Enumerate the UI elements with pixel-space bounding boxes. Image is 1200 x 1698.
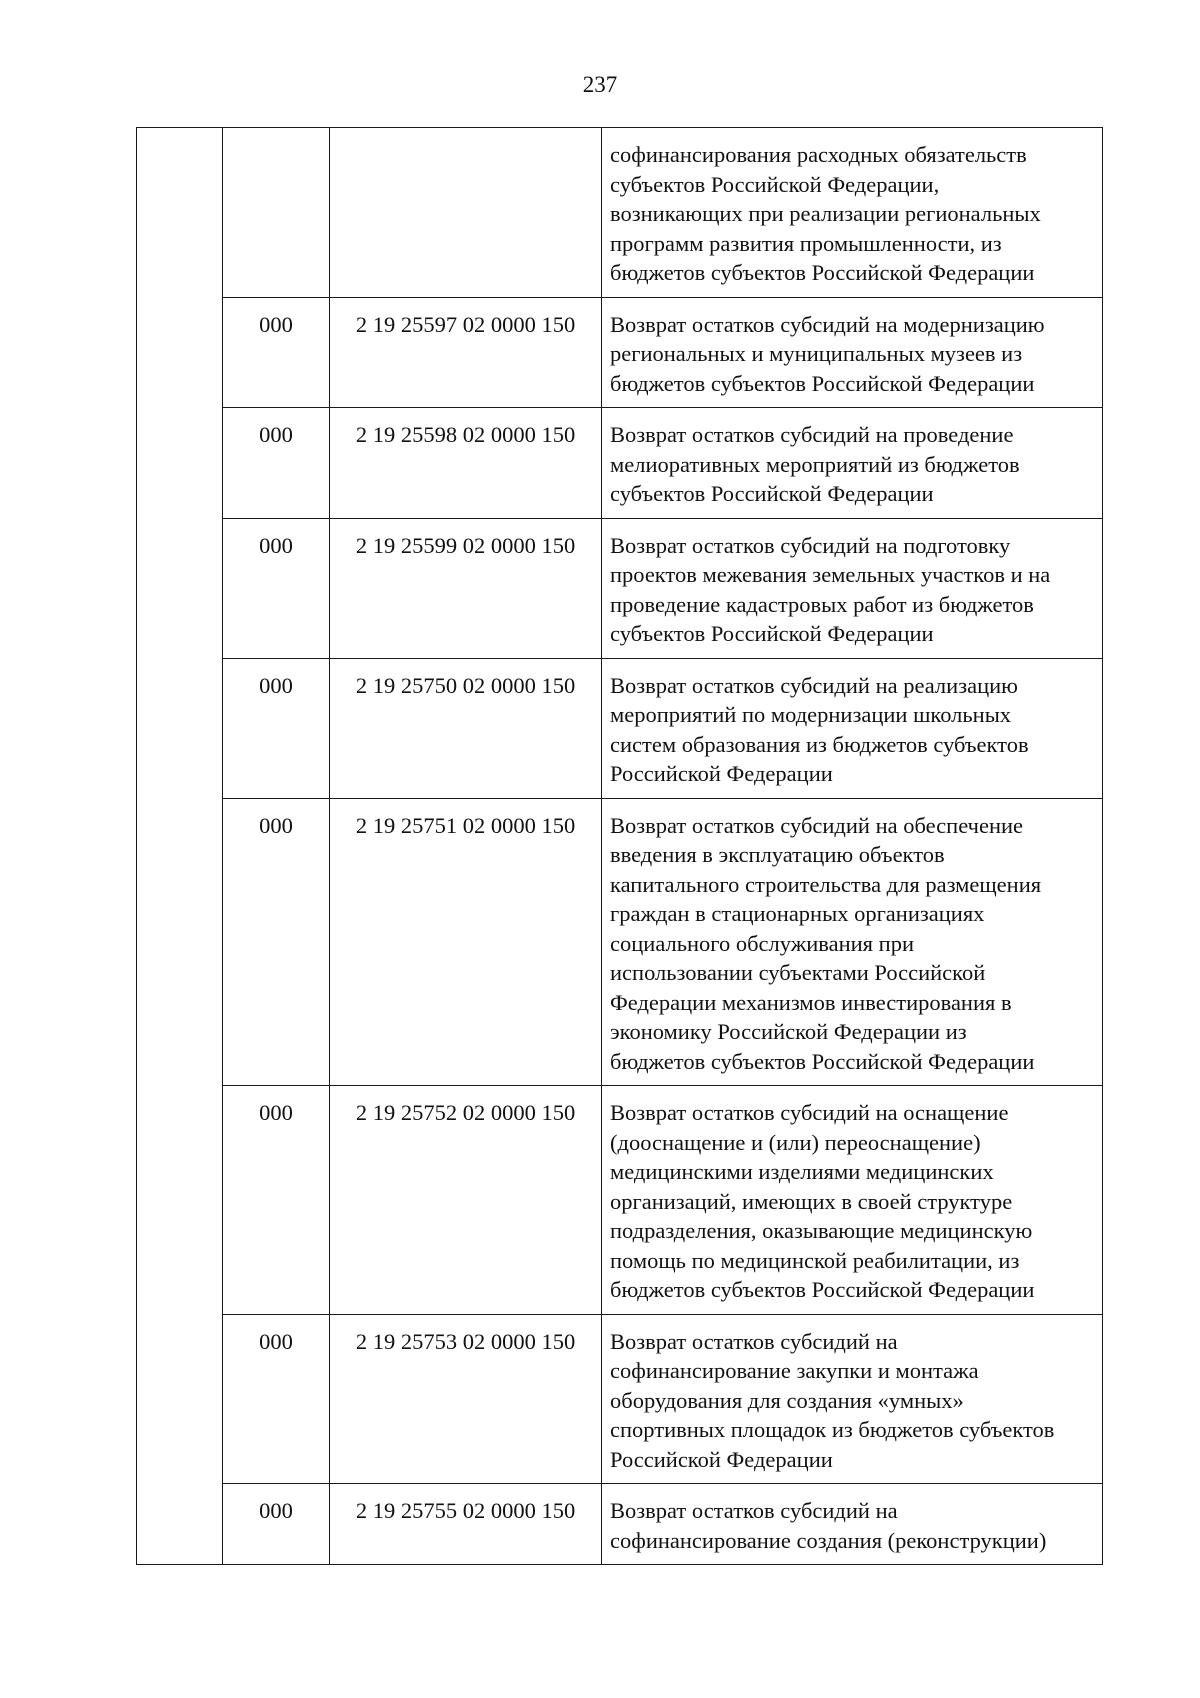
description-cell bbox=[602, 658, 1103, 798]
description-line: организаций, имеющих в своей структуре bbox=[610, 1188, 1013, 1214]
description-line: оборудования для создания «умных» bbox=[610, 1387, 964, 1413]
description-line: бюджетов субъектов Российской Федерации bbox=[610, 1277, 1035, 1302]
budget-code-cell: 2 19 25753 02 0000 150 bbox=[330, 1314, 602, 1484]
budget-code-cell: 2 19 25755 02 0000 150 bbox=[330, 1484, 602, 1565]
description-cell bbox=[602, 128, 1103, 298]
budget-code-table bbox=[136, 127, 1103, 1565]
description-line: бюджетов субъектов Российской Федерации bbox=[610, 260, 1035, 285]
description-line: мелиоративных мероприятий из бюджетов bbox=[610, 451, 1020, 477]
table-row bbox=[137, 1086, 1103, 1315]
description-line: мероприятий по модернизации школьных bbox=[610, 702, 1012, 727]
description-line: проведение кадастровых работ из бюджетов bbox=[610, 591, 1034, 617]
budget-code-cell: 2 19 25598 02 0000 150 bbox=[330, 408, 602, 519]
description-line: Федерации механизмов инвестирования в bbox=[610, 989, 1012, 1015]
description-line: капитального строительства для размещения bbox=[610, 871, 1042, 897]
description-line: подразделения, оказывающие медицинскую bbox=[610, 1218, 1033, 1243]
description-line: региональных и муниципальных музеев из bbox=[610, 341, 1023, 366]
table-row bbox=[137, 798, 1103, 1086]
page-number: 237 bbox=[582, 72, 618, 97]
description-line: Возврат остатков субсидий на обеспечение bbox=[610, 812, 1024, 838]
description-line: программ развития промышленности, из bbox=[610, 230, 1002, 256]
description-line: Российской Федерации bbox=[610, 761, 833, 786]
description-line: проектов межевания земельных участков и на bbox=[610, 562, 1051, 587]
table-row bbox=[137, 1484, 1103, 1565]
admin-code-cell: 000 bbox=[223, 1484, 330, 1565]
admin-code-cell: 000 bbox=[223, 408, 330, 519]
table-row-continuation bbox=[137, 128, 1103, 298]
description-line: социального обслуживания при bbox=[610, 930, 914, 956]
description-cell bbox=[602, 1086, 1103, 1315]
table-body bbox=[137, 128, 1103, 1565]
description-line: граждан в стационарных организациях bbox=[610, 901, 985, 926]
description-line: Возврат остатков субсидий на модернизацию bbox=[610, 311, 1045, 337]
description-line: Российской Федерации bbox=[610, 1446, 833, 1472]
description-cell bbox=[602, 1314, 1103, 1484]
description-line: экономику Российской Федерации из bbox=[610, 1019, 967, 1044]
description-line: субъектов Российской Федерации bbox=[610, 481, 934, 506]
description-line: бюджетов субъектов Российской Федерации bbox=[610, 370, 1035, 396]
admin-code-cell: 000 bbox=[223, 297, 330, 408]
table-row bbox=[137, 518, 1103, 658]
description-line: спортивных площадок из бюджетов субъектов bbox=[610, 1417, 1055, 1442]
description-cell bbox=[602, 1484, 1103, 1565]
description-line: Возврат остатков субсидий на оснащение bbox=[610, 1100, 1009, 1125]
empty-left-column bbox=[137, 128, 223, 1565]
description-line: медицинскими изделиями медицинских bbox=[610, 1159, 994, 1184]
description-line: систем образования из бюджетов субъектов bbox=[610, 731, 1029, 757]
budget-code-cell: 2 19 25599 02 0000 150 bbox=[330, 518, 602, 658]
admin-code-cell: 000 bbox=[223, 798, 330, 1086]
description-line: софинансирование закупки и монтажа bbox=[610, 1358, 979, 1383]
description-line: бюджетов субъектов Российской Федерации bbox=[610, 1048, 1035, 1074]
description-line: Возврат остатков субсидий на реализацию bbox=[610, 672, 1018, 698]
admin-code-cell: 000 bbox=[223, 1086, 330, 1315]
budget-code-cell bbox=[330, 128, 602, 298]
description-line: софинансирования расходных обязательств bbox=[610, 142, 1027, 167]
table-row bbox=[137, 408, 1103, 519]
description-line: субъектов Российской Федерации bbox=[610, 621, 934, 646]
budget-code-cell: 2 19 25750 02 0000 150 bbox=[330, 658, 602, 798]
description-line: Возврат остатков субсидий на подготовку bbox=[610, 532, 1011, 558]
description-line: использовании субъектами Российской bbox=[610, 960, 986, 985]
description-line: возникающих при реализации региональных bbox=[610, 201, 1041, 226]
table-row bbox=[137, 297, 1103, 408]
description-line: введения в эксплуатацию объектов bbox=[610, 842, 945, 867]
description-line: Возврат остатков субсидий на bbox=[610, 1498, 898, 1523]
admin-code-cell: 000 bbox=[223, 658, 330, 798]
description-cell bbox=[602, 518, 1103, 658]
description-line: субъектов Российской Федерации, bbox=[610, 171, 940, 197]
description-line: софинансирование создания (реконструкции) bbox=[610, 1527, 1047, 1553]
description-line: Возврат остатков субсидий на bbox=[610, 1328, 898, 1354]
admin-code-cell bbox=[223, 128, 330, 298]
description-line: помощь по медицинской реабилитации, из bbox=[610, 1247, 1020, 1273]
budget-code-cell: 2 19 25751 02 0000 150 bbox=[330, 798, 602, 1086]
admin-code-cell: 000 bbox=[223, 518, 330, 658]
table-row bbox=[137, 658, 1103, 798]
description-cell bbox=[602, 798, 1103, 1086]
description-cell bbox=[602, 297, 1103, 408]
budget-code-cell: 2 19 25597 02 0000 150 bbox=[330, 297, 602, 408]
description-line: (дооснащение и (или) переоснащение) bbox=[610, 1129, 981, 1155]
budget-code-cell: 2 19 25752 02 0000 150 bbox=[330, 1086, 602, 1315]
table-row bbox=[137, 1314, 1103, 1484]
description-line: Возврат остатков субсидий на проведение bbox=[610, 422, 1014, 447]
admin-code-cell: 000 bbox=[223, 1314, 330, 1484]
description-cell bbox=[602, 408, 1103, 519]
